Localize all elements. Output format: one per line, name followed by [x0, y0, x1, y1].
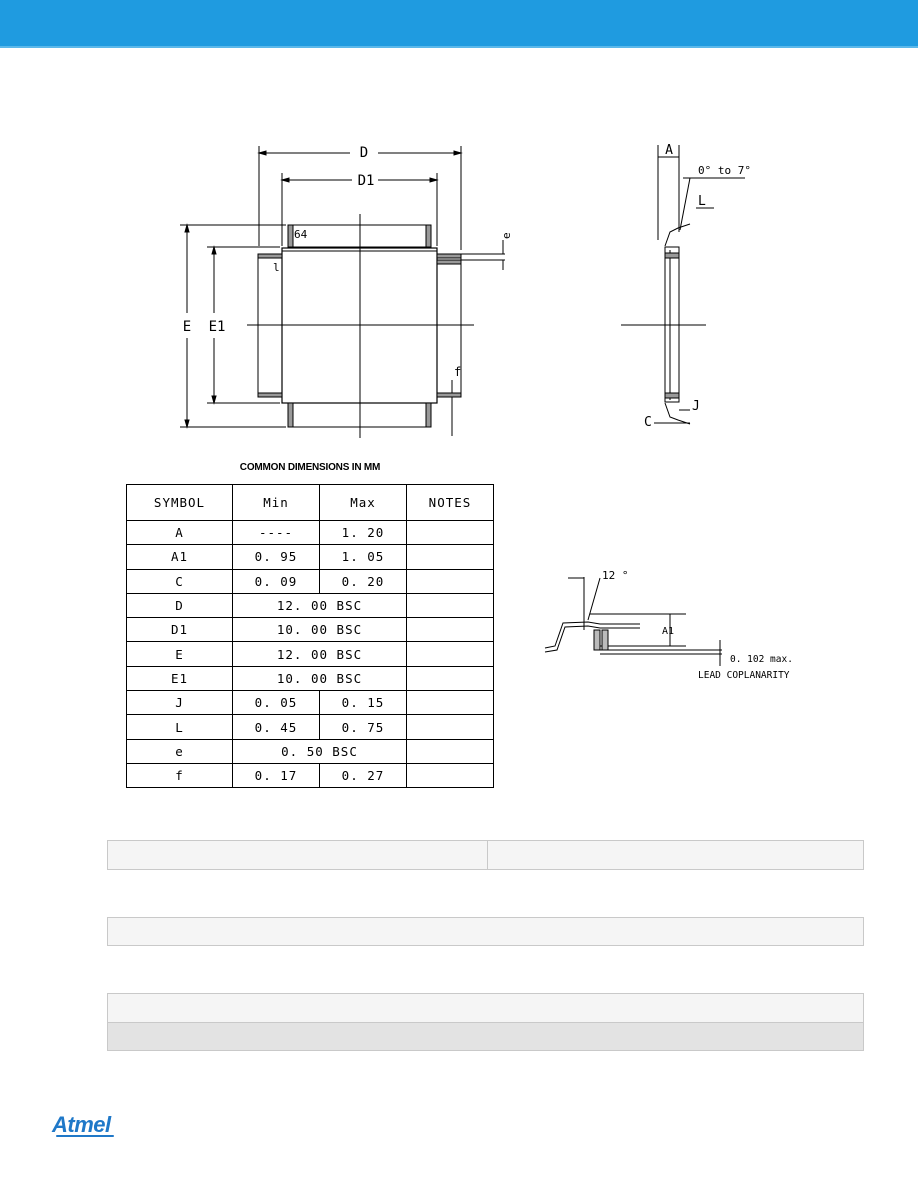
cell-symbol: J: [127, 691, 233, 715]
info-row-2: [107, 917, 864, 946]
dim-label-D1: D1: [357, 173, 375, 189]
table-row: [127, 642, 494, 666]
atmel-logo: [52, 1112, 114, 1137]
cell-symbol: D1: [127, 618, 233, 642]
cell-max: 0. 15: [320, 691, 407, 715]
dim-label-E1: E1: [208, 319, 226, 335]
angle-label: 0° to 7°: [698, 164, 751, 177]
cell-notes: [407, 691, 494, 715]
pin-64-label: 64: [294, 228, 308, 241]
angle-12-label: 12 °: [602, 569, 629, 582]
cell-span: 10. 00 BSC: [233, 666, 407, 690]
header-symbol: SYMBOL: [127, 485, 233, 521]
cell-min: 0. 95: [233, 545, 320, 569]
cell-symbol: A: [127, 521, 233, 545]
info-row-4: [107, 1022, 864, 1051]
info-row-1: [107, 840, 864, 870]
header-notes: NOTES: [407, 485, 494, 521]
dimensions-table: [126, 484, 494, 788]
cell-symbol: A1: [127, 545, 233, 569]
dim-label-A: A: [665, 143, 673, 158]
dim-label-f: f: [454, 365, 462, 379]
lead-detail-view: [545, 569, 793, 681]
table-row: [127, 666, 494, 690]
cell-notes: [407, 521, 494, 545]
side-view: [621, 143, 751, 430]
cell-span: 10. 00 BSC: [233, 618, 407, 642]
dim-label-e: e: [500, 232, 513, 239]
cell-span: 12. 00 BSC: [233, 642, 407, 666]
header-max: Max: [320, 485, 407, 521]
cell-symbol: E: [127, 642, 233, 666]
cell-notes: [407, 593, 494, 617]
cell-symbol: D: [127, 593, 233, 617]
cell-min: 0. 09: [233, 569, 320, 593]
coplanarity-value: 0. 102 max.: [730, 654, 793, 665]
cell-min: 0. 17: [233, 763, 320, 787]
cell-max: 0. 20: [320, 569, 407, 593]
table-row: [127, 569, 494, 593]
cell-notes: [407, 642, 494, 666]
cell-notes: [407, 739, 494, 763]
cell-notes: [407, 666, 494, 690]
table-row: [127, 618, 494, 642]
cell-max: 1. 05: [320, 545, 407, 569]
cell-span: 0. 50 BSC: [233, 739, 407, 763]
cell-min: 0. 05: [233, 691, 320, 715]
table-header-row: [127, 485, 494, 521]
cell-symbol: f: [127, 763, 233, 787]
info-row-3: [107, 993, 864, 1023]
cell-symbol: L: [127, 715, 233, 739]
table-row: [127, 521, 494, 545]
cell-notes: [407, 618, 494, 642]
dim-label-E: E: [182, 319, 192, 335]
cell-max: 0. 75: [320, 715, 407, 739]
dim-label-J: J: [692, 399, 700, 414]
pin-1-label: l: [273, 261, 280, 274]
cell-symbol: E1: [127, 666, 233, 690]
table-row: [127, 763, 494, 787]
cell-min: 0. 45: [233, 715, 320, 739]
cell-notes: [407, 715, 494, 739]
cell-notes: [407, 569, 494, 593]
cell-symbol: e: [127, 739, 233, 763]
cell-max: 0. 27: [320, 763, 407, 787]
table-row: [127, 739, 494, 763]
table-row: [127, 545, 494, 569]
table-row: [127, 593, 494, 617]
cell-max: 1. 20: [320, 521, 407, 545]
dimensions-caption: COMMON DIMENSIONS IN MM: [239, 462, 381, 473]
table-row: [127, 691, 494, 715]
cell-notes: [407, 545, 494, 569]
coplanarity-label: LEAD COPLANARITY: [698, 670, 790, 681]
dim-label-L: L: [698, 194, 706, 209]
table-row: [127, 715, 494, 739]
dim-label-D: D: [359, 145, 369, 161]
info-row-divider: [487, 841, 488, 869]
cell-span: 12. 00 BSC: [233, 593, 407, 617]
header-min: Min: [233, 485, 320, 521]
top-view: [180, 145, 513, 438]
cell-min: ----: [233, 521, 320, 545]
cell-notes: [407, 763, 494, 787]
cell-symbol: C: [127, 569, 233, 593]
logo-text: Atmel: [52, 1112, 111, 1137]
dim-label-A1: A1: [662, 626, 675, 637]
dim-label-C: C: [644, 415, 652, 430]
